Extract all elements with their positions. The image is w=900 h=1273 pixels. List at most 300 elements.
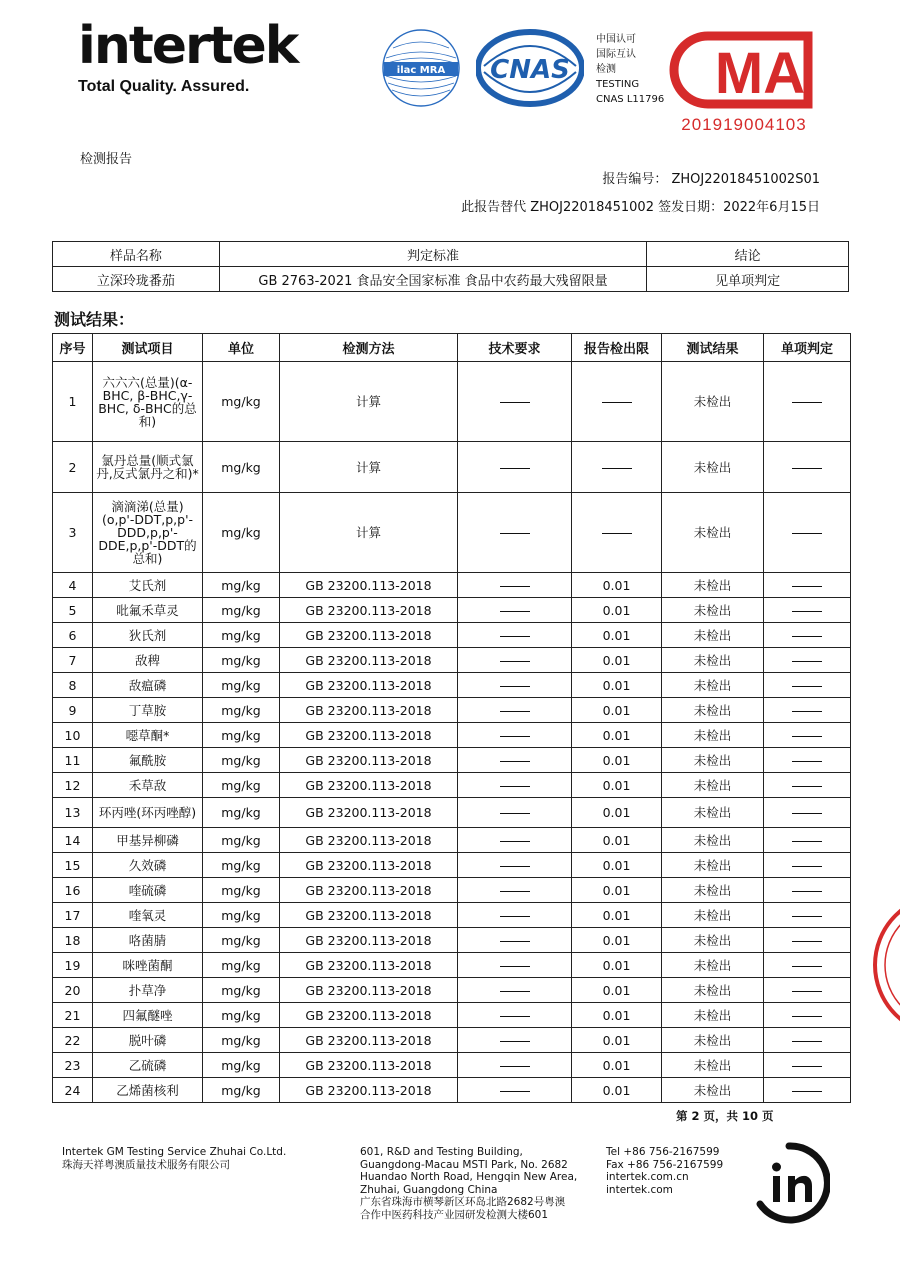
table-row <box>53 598 851 623</box>
dash-mark <box>602 468 632 469</box>
footer-address-line: Huandao North Road, Hengqin New Area, <box>360 1171 578 1183</box>
technical-requirement <box>458 928 572 953</box>
test-item: 四氟醚唑 <box>93 1003 203 1028</box>
detection-limit: 0.01 <box>572 928 662 953</box>
test-method: GB 23200.113-2018 <box>280 598 458 623</box>
test-method: GB 23200.113-2018 <box>280 673 458 698</box>
table-row <box>53 748 851 773</box>
test-result: 未检出 <box>662 878 764 903</box>
test-method: GB 23200.113-2018 <box>280 878 458 903</box>
footer-address <box>360 1146 577 1221</box>
document-type: 检测报告 <box>80 152 133 167</box>
test-item: 喹硫磷 <box>93 878 203 903</box>
item-judgment <box>764 442 851 493</box>
summary-header-cell: 结论 <box>647 242 849 267</box>
table-row <box>53 1028 851 1053</box>
dash-mark <box>792 533 822 534</box>
results-table <box>52 333 851 1103</box>
dash-mark <box>500 686 530 687</box>
unit: mg/kg <box>203 853 280 878</box>
test-result: 未检出 <box>662 928 764 953</box>
test-result: 未检出 <box>662 953 764 978</box>
test-method: GB 23200.113-2018 <box>280 623 458 648</box>
unit: mg/kg <box>203 723 280 748</box>
test-result: 未检出 <box>662 573 764 598</box>
dash-mark <box>500 841 530 842</box>
test-item: 六六六(总量)(α-BHC, β-BHC,γ-BHC, δ-BHC的总和) <box>93 362 203 442</box>
test-item: 敌瘟磷 <box>93 673 203 698</box>
table-row <box>53 698 851 723</box>
technical-requirement <box>458 442 572 493</box>
test-item: 乙烯菌核利 <box>93 1078 203 1103</box>
footer-contact-line: intertek.com.cn <box>606 1171 689 1183</box>
dash-mark <box>792 636 822 637</box>
detection-limit: 0.01 <box>572 748 662 773</box>
dash-mark <box>500 866 530 867</box>
dash-mark <box>500 891 530 892</box>
item-judgment <box>764 853 851 878</box>
technical-requirement <box>458 978 572 1003</box>
detection-limit: 0.01 <box>572 598 662 623</box>
replacement-and-date: 此报告替代 ZHOJ22018451002 签发日期：2022年6月15日 <box>461 200 820 215</box>
technical-requirement <box>458 1078 572 1103</box>
detection-limit: 0.01 <box>572 673 662 698</box>
detection-limit: 0.01 <box>572 698 662 723</box>
dash-mark <box>792 991 822 992</box>
footer-contact-line: Tel +86 756-2167599 <box>606 1146 720 1158</box>
technical-requirement <box>458 673 572 698</box>
table-row <box>53 648 851 673</box>
test-result: 未检出 <box>662 648 764 673</box>
test-item: 甲基异柳磷 <box>93 828 203 853</box>
detection-limit: 0.01 <box>572 878 662 903</box>
item-judgment <box>764 828 851 853</box>
technical-requirement <box>458 748 572 773</box>
technical-requirement <box>458 573 572 598</box>
dash-mark <box>792 468 822 469</box>
footer-address-line: Guangdong-Macau MSTI Park, No. 2682 <box>360 1158 568 1171</box>
test-item: 脱叶磷 <box>93 1028 203 1053</box>
dash-mark <box>500 813 530 814</box>
report-number-line <box>602 168 820 187</box>
row-number: 8 <box>53 673 93 698</box>
technical-requirement <box>458 698 572 723</box>
summary-header-cell: 判定标准 <box>219 242 646 267</box>
test-method: GB 23200.113-2018 <box>280 773 458 798</box>
table-row <box>53 978 851 1003</box>
row-number: 10 <box>53 723 93 748</box>
dash-mark <box>500 1091 530 1092</box>
test-item: 滴滴涕(总量)(o,p'-DDT,p,p'-DDD,p,p'-DDE,p,p'-DDT的总和) <box>93 493 203 573</box>
detection-limit: 0.01 <box>572 953 662 978</box>
header-cell: 技术要求 <box>458 334 572 362</box>
header-cell: 单位 <box>203 334 280 362</box>
dash-mark <box>792 611 822 612</box>
unit: mg/kg <box>203 493 280 573</box>
row-number: 4 <box>53 573 93 598</box>
technical-requirement <box>458 648 572 673</box>
row-number: 16 <box>53 878 93 903</box>
sample-name: 立深玲珑番茄 <box>53 267 220 292</box>
test-item: 吡氟禾草灵 <box>93 598 203 623</box>
test-method: GB 23200.113-2018 <box>280 853 458 878</box>
unit: mg/kg <box>203 623 280 648</box>
cnas-cert-line: TESTING <box>596 79 640 90</box>
footer-address-line: 合作中医药科技产业园研发检测大楼601 <box>360 1208 549 1221</box>
item-judgment <box>764 953 851 978</box>
test-method: 计算 <box>280 362 458 442</box>
summary-data-row <box>53 267 849 292</box>
technical-requirement <box>458 798 572 828</box>
brand-name: intertek <box>78 16 298 76</box>
table-row <box>53 442 851 493</box>
item-judgment <box>764 1053 851 1078</box>
unit: mg/kg <box>203 828 280 853</box>
row-number: 1 <box>53 362 93 442</box>
ilac-text: ilac MRA <box>396 65 446 76</box>
table-row <box>53 623 851 648</box>
cnas-logo <box>476 28 584 108</box>
cnas-text: CNAS <box>490 55 570 85</box>
item-judgment <box>764 1003 851 1028</box>
test-result: 未检出 <box>662 1053 764 1078</box>
test-method: GB 23200.113-2018 <box>280 723 458 748</box>
summary-header-row <box>53 242 849 267</box>
test-result: 未检出 <box>662 748 764 773</box>
dash-mark <box>792 1016 822 1017</box>
detection-limit <box>572 362 662 442</box>
report-number-label: 报告编号： <box>602 172 668 187</box>
dash-mark <box>500 761 530 762</box>
dash-mark <box>500 991 530 992</box>
table-row <box>53 1078 851 1103</box>
unit: mg/kg <box>203 598 280 623</box>
test-item: 扑草净 <box>93 978 203 1003</box>
dash-mark <box>792 841 822 842</box>
intertek-logo <box>78 16 318 105</box>
detection-limit <box>572 493 662 573</box>
row-number: 22 <box>53 1028 93 1053</box>
table-row <box>53 878 851 903</box>
item-judgment <box>764 903 851 928</box>
dash-mark <box>500 1041 530 1042</box>
intertek-in-logo-icon <box>748 1142 830 1224</box>
test-method: GB 23200.113-2018 <box>280 698 458 723</box>
test-item: 丁草胺 <box>93 698 203 723</box>
test-method: GB 23200.113-2018 <box>280 953 458 978</box>
row-number: 20 <box>53 978 93 1003</box>
item-judgment <box>764 573 851 598</box>
item-judgment <box>764 648 851 673</box>
page-number: 第 2 页，共 10 页 <box>676 1109 774 1123</box>
unit: mg/kg <box>203 442 280 493</box>
row-number: 12 <box>53 773 93 798</box>
test-item: 久效磷 <box>93 853 203 878</box>
test-item: 乙硫磷 <box>93 1053 203 1078</box>
unit: mg/kg <box>203 903 280 928</box>
item-judgment <box>764 773 851 798</box>
test-method: GB 23200.113-2018 <box>280 1053 458 1078</box>
summary-table <box>52 241 849 292</box>
table-row <box>53 828 851 853</box>
table-row <box>53 798 851 828</box>
row-number: 9 <box>53 698 93 723</box>
test-method: GB 23200.113-2018 <box>280 828 458 853</box>
table-row <box>53 853 851 878</box>
item-judgment <box>764 748 851 773</box>
test-result: 未检出 <box>662 773 764 798</box>
row-number: 14 <box>53 828 93 853</box>
item-judgment <box>764 978 851 1003</box>
test-result: 未检出 <box>662 1003 764 1028</box>
cnas-cert-line: 检测 <box>596 64 616 75</box>
test-item: 噁草酮* <box>93 723 203 748</box>
detection-limit: 0.01 <box>572 773 662 798</box>
footer-contact <box>606 1146 723 1196</box>
unit: mg/kg <box>203 1053 280 1078</box>
detection-limit: 0.01 <box>572 903 662 928</box>
item-judgment <box>764 798 851 828</box>
detection-limit: 0.01 <box>572 1053 662 1078</box>
cnas-cert-line: 中国认可 <box>596 34 636 45</box>
row-number: 5 <box>53 598 93 623</box>
cma-logo <box>668 26 820 136</box>
unit: mg/kg <box>203 1003 280 1028</box>
test-method: GB 23200.113-2018 <box>280 798 458 828</box>
dash-mark <box>792 661 822 662</box>
test-result: 未检出 <box>662 798 764 828</box>
dash-mark <box>792 786 822 787</box>
dash-mark <box>500 586 530 587</box>
summary-header-cell: 样品名称 <box>53 242 220 267</box>
test-method: GB 23200.113-2018 <box>280 1003 458 1028</box>
item-judgment <box>764 928 851 953</box>
test-result: 未检出 <box>662 442 764 493</box>
test-item: 艾氏剂 <box>93 573 203 598</box>
test-item: 咯菌腈 <box>93 928 203 953</box>
conclusion: 见单项判定 <box>647 267 849 292</box>
detection-limit: 0.01 <box>572 978 662 1003</box>
cma-text: MA <box>714 41 806 106</box>
test-method: 计算 <box>280 493 458 573</box>
test-item: 敌稗 <box>93 648 203 673</box>
row-number: 3 <box>53 493 93 573</box>
test-method: 计算 <box>280 442 458 493</box>
cnas-cert-line: CNAS L11796 <box>596 94 665 105</box>
row-number: 15 <box>53 853 93 878</box>
dash-mark <box>792 891 822 892</box>
technical-requirement <box>458 773 572 798</box>
footer-contact-line: Fax +86 756-2167599 <box>606 1158 724 1171</box>
dash-mark <box>792 916 822 917</box>
dash-mark <box>500 468 530 469</box>
table-row <box>53 953 851 978</box>
technical-requirement <box>458 1003 572 1028</box>
dash-mark <box>602 533 632 534</box>
row-number: 19 <box>53 953 93 978</box>
row-number: 7 <box>53 648 93 673</box>
unit: mg/kg <box>203 748 280 773</box>
technical-requirement <box>458 903 572 928</box>
test-item: 咪唑菌酮 <box>93 953 203 978</box>
dash-mark <box>792 761 822 762</box>
footer-company <box>62 1146 286 1172</box>
dash-mark <box>500 966 530 967</box>
item-judgment <box>764 493 851 573</box>
dash-mark <box>500 533 530 534</box>
footer-company-line: 珠海天祥粤澳质量技术服务有限公司 <box>62 1159 230 1171</box>
dash-mark <box>602 402 632 403</box>
test-result: 未检出 <box>662 1078 764 1103</box>
item-judgment <box>764 1028 851 1053</box>
unit: mg/kg <box>203 1028 280 1053</box>
table-row <box>53 903 851 928</box>
technical-requirement <box>458 828 572 853</box>
row-number: 21 <box>53 1003 93 1028</box>
technical-requirement <box>458 878 572 903</box>
test-item: 禾草敌 <box>93 773 203 798</box>
test-result: 未检出 <box>662 828 764 853</box>
dash-mark <box>500 941 530 942</box>
unit: mg/kg <box>203 773 280 798</box>
detection-limit: 0.01 <box>572 623 662 648</box>
detection-limit: 0.01 <box>572 828 662 853</box>
dash-mark <box>500 711 530 712</box>
technical-requirement <box>458 493 572 573</box>
unit: mg/kg <box>203 673 280 698</box>
detection-limit: 0.01 <box>572 798 662 828</box>
item-judgment <box>764 362 851 442</box>
cnas-cert-block <box>596 32 676 107</box>
footer-address-line: 广东省珠海市横琴新区环岛北路2682号粤澳 <box>360 1196 566 1208</box>
dash-mark <box>792 866 822 867</box>
test-method: GB 23200.113-2018 <box>280 1078 458 1103</box>
item-judgment <box>764 698 851 723</box>
unit: mg/kg <box>203 648 280 673</box>
technical-requirement <box>458 1028 572 1053</box>
dash-mark <box>500 1066 530 1067</box>
table-row <box>53 773 851 798</box>
table-row <box>53 673 851 698</box>
header-cell: 序号 <box>53 334 93 362</box>
header-cell: 单项判定 <box>764 334 851 362</box>
test-result: 未检出 <box>662 1028 764 1053</box>
unit: mg/kg <box>203 698 280 723</box>
technical-requirement <box>458 723 572 748</box>
unit: mg/kg <box>203 953 280 978</box>
detection-limit: 0.01 <box>572 1028 662 1053</box>
test-item: 氯丹总量(顺式氯丹,反式氯丹之和)* <box>93 442 203 493</box>
unit: mg/kg <box>203 573 280 598</box>
test-method: GB 23200.113-2018 <box>280 648 458 673</box>
test-method: GB 23200.113-2018 <box>280 903 458 928</box>
dash-mark <box>792 813 822 814</box>
test-result: 未检出 <box>662 853 764 878</box>
judgment-standard: GB 2763-2021 食品安全国家标准 食品中农药最大残留限量 <box>219 267 646 292</box>
table-row <box>53 573 851 598</box>
row-number: 24 <box>53 1078 93 1103</box>
technical-requirement <box>458 853 572 878</box>
dash-mark <box>500 736 530 737</box>
test-result: 未检出 <box>662 623 764 648</box>
dash-mark <box>500 1016 530 1017</box>
row-number: 17 <box>53 903 93 928</box>
item-judgment <box>764 673 851 698</box>
dash-mark <box>500 402 530 403</box>
dash-mark <box>500 611 530 612</box>
results-title: 测试结果： <box>54 310 135 329</box>
dash-mark <box>500 636 530 637</box>
dash-mark <box>792 402 822 403</box>
technical-requirement <box>458 598 572 623</box>
test-item: 环丙唑(环丙唑醇) <box>93 798 203 828</box>
ilac-mra-logo <box>378 28 464 108</box>
row-number: 11 <box>53 748 93 773</box>
test-method: GB 23200.113-2018 <box>280 928 458 953</box>
row-number: 18 <box>53 928 93 953</box>
dash-mark <box>792 941 822 942</box>
test-item: 狄氏剂 <box>93 623 203 648</box>
row-number: 13 <box>53 798 93 828</box>
detection-limit: 0.01 <box>572 1003 662 1028</box>
dash-mark <box>792 586 822 587</box>
detection-limit: 0.01 <box>572 573 662 598</box>
results-body <box>53 362 851 1103</box>
results-header-row <box>53 334 851 362</box>
table-row <box>53 493 851 573</box>
dash-mark <box>792 686 822 687</box>
brand-tagline: Total Quality. Assured. <box>78 78 250 95</box>
test-result: 未检出 <box>662 903 764 928</box>
item-judgment <box>764 1078 851 1103</box>
row-number: 23 <box>53 1053 93 1078</box>
header-cell: 测试结果 <box>662 334 764 362</box>
dash-mark <box>500 661 530 662</box>
unit: mg/kg <box>203 928 280 953</box>
table-row <box>53 1053 851 1078</box>
item-judgment <box>764 878 851 903</box>
item-judgment <box>764 598 851 623</box>
company-seal-partial <box>870 890 900 1040</box>
test-result: 未检出 <box>662 698 764 723</box>
table-row <box>53 362 851 442</box>
unit: mg/kg <box>203 798 280 828</box>
test-item: 喹氧灵 <box>93 903 203 928</box>
table-row <box>53 723 851 748</box>
row-number: 6 <box>53 623 93 648</box>
test-result: 未检出 <box>662 673 764 698</box>
unit: mg/kg <box>203 362 280 442</box>
row-number: 2 <box>53 442 93 493</box>
header-cell: 测试项目 <box>93 334 203 362</box>
header-cell: 报告检出限 <box>572 334 662 362</box>
detection-limit <box>572 442 662 493</box>
unit: mg/kg <box>203 878 280 903</box>
test-method: GB 23200.113-2018 <box>280 748 458 773</box>
detection-limit: 0.01 <box>572 1078 662 1103</box>
cma-number: 201919004103 <box>681 115 807 134</box>
technical-requirement <box>458 362 572 442</box>
dash-mark <box>792 1091 822 1092</box>
table-row <box>53 928 851 953</box>
item-judgment <box>764 623 851 648</box>
technical-requirement <box>458 953 572 978</box>
test-method: GB 23200.113-2018 <box>280 1028 458 1053</box>
test-result: 未检出 <box>662 493 764 573</box>
dash-mark <box>792 1041 822 1042</box>
unit: mg/kg <box>203 978 280 1003</box>
dash-mark <box>792 711 822 712</box>
